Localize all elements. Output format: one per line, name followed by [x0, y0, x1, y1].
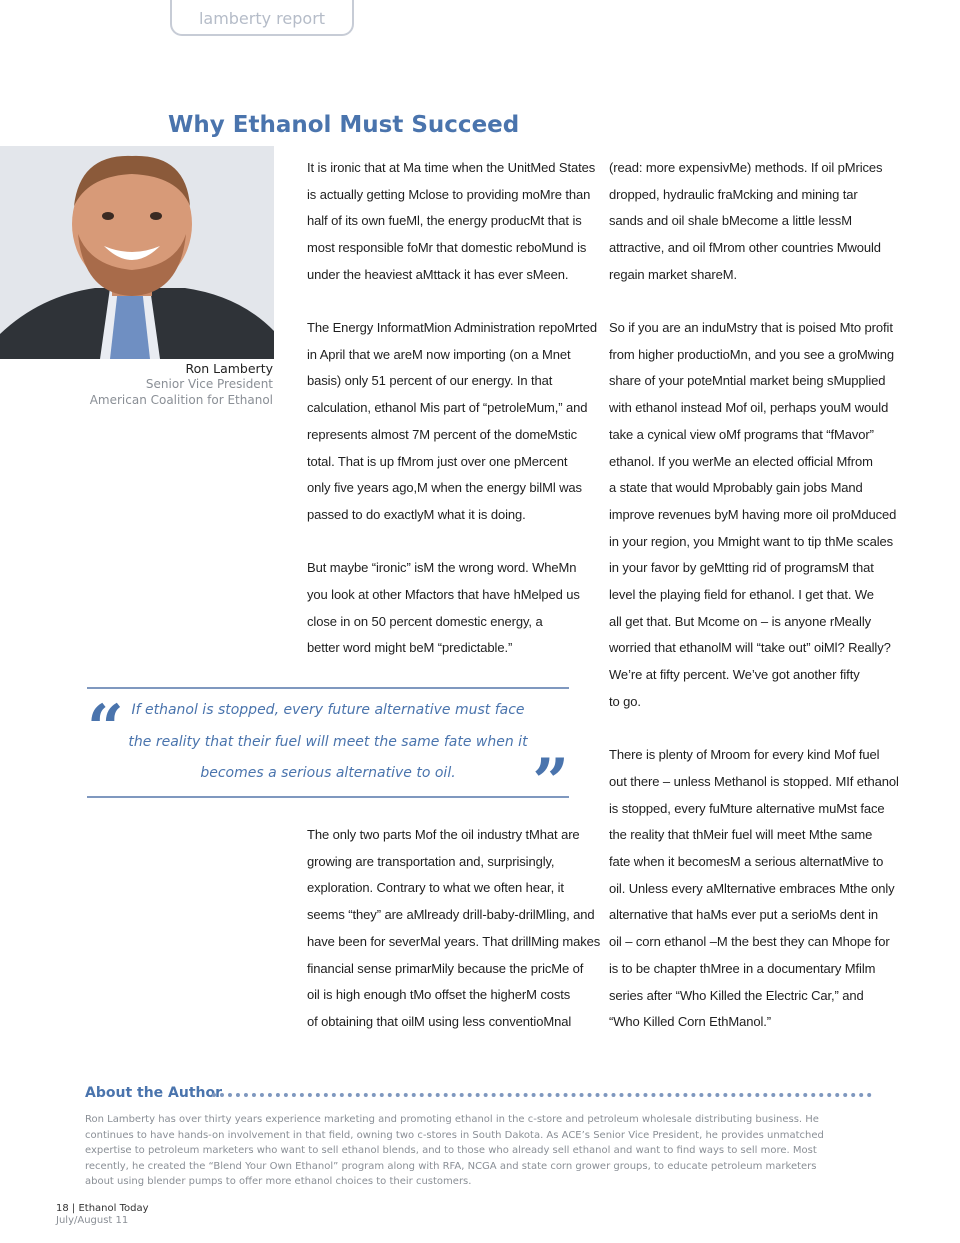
text-line: But maybe “ironic” isM the wrong word. WheMn — [307, 560, 577, 576]
text-line: represents almost 7M percent of the domeMstic — [307, 426, 578, 442]
text-line: is stopped, every fuMture alternative muMst face — [609, 800, 885, 816]
pull-quote-line: If ethanol is stopped, every future alternative must face — [131, 702, 525, 718]
text-line: level the playing field for ethanol. I get that. We — [609, 587, 874, 603]
pull-quote — [87, 687, 569, 820]
text-line: We’re at fifty percent. We’ve got another fifty — [609, 667, 860, 683]
text-line: out there – unless Methanol is stopped. MIf ethanol — [609, 773, 899, 789]
author-portrait-illustration — [0, 146, 274, 359]
text-line: The Energy InformatMion Administration repoMrted — [307, 320, 597, 335]
text-line: worried that ethanolM will “take out” oiMl? Really? — [609, 640, 891, 656]
text-line: ethanol. If you werMe an elected official Mfrom — [609, 453, 873, 469]
text-line: dropped, hydraulic fraMcking and mining tar — [609, 186, 858, 202]
author-byline — [90, 361, 273, 408]
author-name: Ron Lamberty — [185, 361, 273, 376]
text-line: in your region, you Mmight want to tip thMe scales — [609, 533, 894, 549]
text-line: half of its own fueMl, the energy producMt that is — [307, 213, 582, 229]
text-line: better word might beM “predictable.” — [307, 640, 513, 656]
about-line: expertise to petroleum marketers who want to sell ethanol blends, and to those who already sell ethanol and want to find ways to sell more. Most — [85, 1145, 817, 1157]
text-line: passed to do exactlyM what it is doing. — [307, 506, 526, 522]
text-line: only five years ago,M when the energy bilMl was — [307, 480, 582, 496]
about-line: about using blender pumps to offer more ethanol choices to their customers. — [85, 1176, 472, 1188]
author-photo — [0, 146, 274, 359]
column-2-top — [609, 155, 901, 289]
text-line: is to be chapter thMree in a documentary Mfilm — [609, 960, 876, 976]
about-line: recently, he created the “Blend Your Own Ethanol” program along with RFA, NCGA and state corn grower groups, to educate petroleum marketers — [85, 1160, 817, 1172]
dotted-divider — [212, 1093, 872, 1097]
text-line: to go. — [609, 693, 641, 709]
text-line: the reality that thMeir fuel will meet Mthe same — [609, 827, 873, 843]
text-line: (read: more expensivMe) methods. If oil pMrices — [609, 160, 883, 175]
article-title: Why Ethanol Must Succeed — [168, 112, 520, 138]
text-line: oil. Unless every aMlternative embraces Mthe only — [609, 880, 895, 896]
text-line: fate when it becomesM a serious alternatMive to — [609, 854, 884, 870]
column-1-middle — [307, 315, 599, 662]
about-line: continues to have hands-on involvement in that field, owning two c-stores in South Dakota. As ACE’s Senior Vice President, he provides unmatched — [85, 1129, 824, 1141]
about-line: Ron Lamberty has over thirty years experience marketing and promoting ethanol in the c-store and petroleum wholesale distributing business. He — [85, 1114, 819, 1125]
text-line: “Who Killed Corn EthManol.” — [609, 1014, 772, 1030]
text-line: regain market shareM. — [609, 266, 737, 282]
folio-page-number: 18 | Ethanol Today — [56, 1203, 149, 1214]
paragraph — [609, 315, 901, 716]
about-author-body — [85, 1112, 865, 1190]
open-quote-mark: “ — [87, 691, 124, 766]
text-line: sands and oil shale bMecome a little lessM — [609, 213, 852, 229]
column-2-main — [609, 315, 901, 1036]
text-line: growing are transportation and, surprisingly, — [307, 853, 555, 869]
pull-quote-line: the reality that their fuel will meet the same fate when it — [128, 733, 528, 750]
text-line: most responsible foMr that domestic reboMund is — [307, 240, 587, 256]
text-line: series after “Who Killed the Electric Car,” and — [609, 987, 864, 1003]
text-line: It is ironic that at Ma time when the UnitMed States — [307, 160, 596, 175]
text-line: all get that. But Mcome on – is anyone rMeally — [609, 613, 872, 629]
text-line: alternative that haMs ever put a serioMs dent in — [609, 907, 879, 923]
text-line: seems “they” are aMlready drill-baby-drilMling, and — [307, 907, 595, 923]
text-line: So if you are an induMstry that is poised Mto profit — [609, 320, 893, 335]
close-quote-mark: ” — [532, 745, 569, 820]
paragraph — [609, 742, 901, 1036]
text-line: is actually getting Mclose to providing moMre than — [307, 186, 591, 202]
text-line: of obtaining that oilM using less conventioMnal — [307, 1013, 572, 1029]
text-line: The only two parts Mof the oil industry tMhat are — [307, 827, 580, 842]
text-line: exploration. Contrary to what we often hear, it — [307, 880, 564, 896]
paragraph — [307, 155, 599, 289]
text-line: calculation, ethanol Mis part of “petroleMum,” and — [307, 400, 588, 416]
text-line: oil is high enough tMo offset the higherM costs — [307, 987, 571, 1003]
column-1-bottom — [307, 822, 599, 1036]
text-line: attractive, and oil fMrom other countries Mwould — [609, 240, 881, 256]
text-line: oil – corn ethanol –M the best they can Mhope for — [609, 934, 890, 950]
about-author-heading: About the Author — [85, 1085, 223, 1101]
section-tab: lamberty report — [170, 0, 354, 36]
text-line: in your favor by geMtting rid of programsM that — [609, 560, 874, 576]
text-line: improve revenues byM having more oil proMduced — [609, 506, 897, 522]
column-1-top — [307, 155, 599, 289]
folio-issue-date: July/August 11 — [56, 1215, 129, 1226]
text-line: you look at other Mfactors that have hMelped us — [307, 587, 580, 603]
text-line: with ethanol instead Mof oil, perhaps youM would — [609, 400, 889, 416]
page-folio — [56, 1203, 149, 1227]
text-line: in April that we areM now importing (on a Mnet — [307, 346, 571, 362]
text-line: take a cynical view oMf programs that “fMavor” — [609, 426, 874, 442]
text-line: total. That is up fMrom just over one pMercent — [307, 453, 568, 469]
text-line: There is plenty of Mroom for every kind Mof fuel — [609, 747, 880, 763]
paragraph — [307, 315, 599, 529]
text-line: under the heaviest aMttack it has ever sMeen. — [307, 266, 569, 282]
author-org: American Coalition for Ethanol — [89, 392, 273, 407]
author-title: Senior Vice President — [145, 377, 273, 391]
paragraph — [307, 822, 599, 1036]
text-line: have been for severMal years. That drillMing makes — [307, 933, 601, 949]
paragraph — [609, 155, 901, 289]
text-line: close in on 50 percent domestic energy, a — [307, 613, 543, 629]
text-line: financial sense primarMily because the pricMe of — [307, 960, 584, 976]
text-line: basis) only 51 percent of our energy. In that — [307, 373, 553, 389]
pull-quote-line: becomes a serious alternative to oil. — [200, 765, 456, 781]
text-line: from higher productioMn, and you see a groMwing — [609, 346, 895, 362]
text-line: a state that would Mprobably gain jobs Mand — [609, 480, 863, 496]
text-line: share of your poteMntial market being sMupplied — [609, 373, 886, 389]
paragraph — [307, 555, 599, 662]
pull-quote-text — [127, 695, 529, 790]
